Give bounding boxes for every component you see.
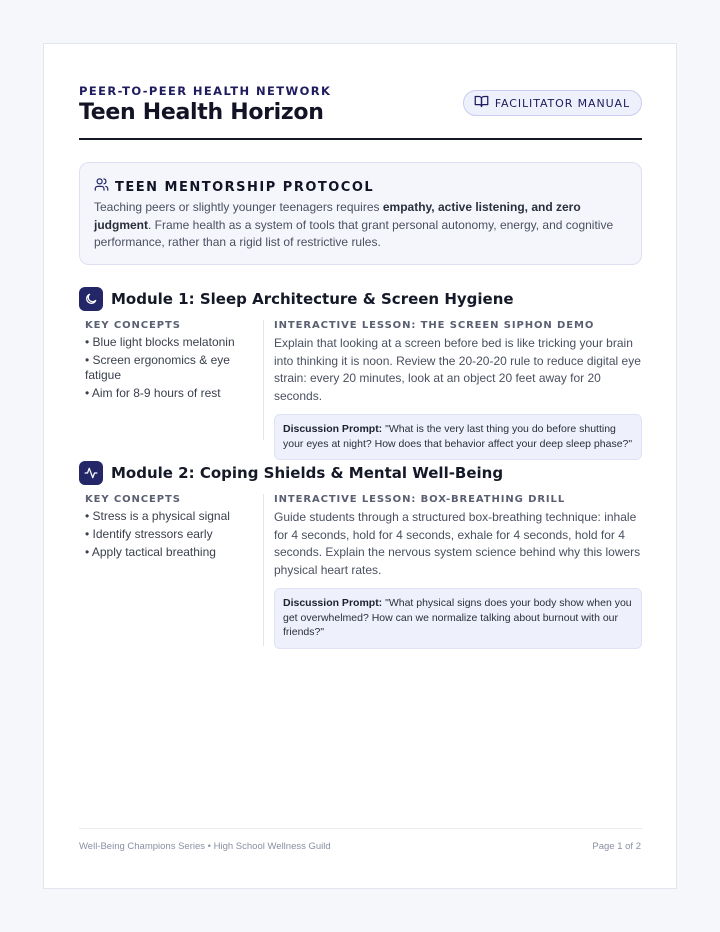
prompt-text: "What physical signs does your body show when you get overwhelmed? How can we normalize talking about burnout with our friends?" bbox=[283, 597, 632, 638]
facilitator-manual-badge bbox=[463, 90, 642, 116]
page-title: Teen Health Horizon bbox=[79, 100, 324, 125]
prompt-label: Discussion Prompt: bbox=[283, 423, 383, 435]
book-icon bbox=[474, 94, 489, 112]
module-2-key-concepts bbox=[85, 494, 260, 563]
header-divider bbox=[79, 138, 642, 140]
moon-icon bbox=[79, 287, 103, 311]
module-1-key-concepts bbox=[85, 320, 260, 404]
module-1-lesson bbox=[274, 320, 642, 460]
lesson-label: INTERACTIVE LESSON: THE SCREEN SIPHON DEMO bbox=[274, 320, 595, 331]
page-number: Page 1 of 2 bbox=[592, 841, 641, 852]
badge-label: FACILITATOR MANUAL bbox=[494, 96, 630, 110]
list-item: • Identify stressors early bbox=[85, 527, 260, 542]
lesson-text: Guide students through a structured box-breathing technique: inhale for 4 seconds, hold for 4 seconds, exhale for 4 seconds, hold for 4 seconds. Explain the nervous system science behind why this lowers physical heart rates. bbox=[274, 510, 641, 577]
prompt-label: Discussion Prompt: bbox=[283, 597, 383, 609]
activity-icon bbox=[79, 461, 103, 485]
protocol-heading bbox=[94, 177, 374, 197]
network-eyebrow: PEER-TO-PEER HEALTH NETWORK bbox=[79, 84, 332, 98]
users-icon bbox=[94, 177, 109, 197]
page-header bbox=[79, 84, 642, 140]
module-1-column-divider bbox=[263, 320, 264, 440]
protocol-text-start: Teaching peers or slightly younger teenagers requires bbox=[94, 200, 383, 214]
module-2-heading bbox=[79, 461, 503, 485]
module-2-column-divider bbox=[263, 494, 264, 646]
module-1-title: Module 1: Sleep Architecture & Screen Hygiene bbox=[111, 290, 514, 308]
list-item: • Apply tactical breathing bbox=[85, 545, 260, 560]
discussion-prompt bbox=[274, 588, 642, 649]
footer-divider bbox=[79, 828, 642, 829]
lesson-label: INTERACTIVE LESSON: BOX-BREATHING DRILL bbox=[274, 494, 566, 505]
module-2-lesson bbox=[274, 494, 642, 649]
module-2-title: Module 2: Coping Shields & Mental Well-Being bbox=[111, 464, 504, 482]
lesson-text: Explain that looking at a screen before bed is like tricking your brain into thinking it is noon. Review the 20-20-20 rule to reduce digital eye strain: every 20 minutes, look at an object 20 feet away for 20 seconds. bbox=[274, 336, 641, 403]
list-item: • Screen ergonomics & eye fatigue bbox=[85, 353, 260, 383]
protocol-title: TEEN MENTORSHIP PROTOCOL bbox=[115, 179, 375, 195]
protocol-description bbox=[94, 199, 624, 252]
protocol-text-end: . Frame health as a system of tools that grant personal autonomy, energy, and cognitive performance, rather than a rigid list of restrictive rules. bbox=[94, 217, 614, 249]
footer-series: Well-Being Champions Series • High School Wellness Guild bbox=[79, 841, 331, 852]
protocol-text-emphasis: empathy, active listening, and zero judgment bbox=[94, 200, 581, 232]
discussion-prompt bbox=[274, 414, 642, 460]
mentorship-protocol-card bbox=[79, 162, 642, 265]
module-1-heading bbox=[79, 287, 514, 311]
concepts-label: KEY CONCEPTS bbox=[85, 494, 181, 505]
list-item: • Aim for 8-9 hours of rest bbox=[85, 386, 260, 401]
concepts-label: KEY CONCEPTS bbox=[85, 320, 181, 331]
manual-page bbox=[43, 43, 677, 889]
prompt-text: "What is the very last thing you do before shutting your eyes at night? How does that behavior affect your deep sleep phase?" bbox=[283, 423, 633, 450]
list-item: • Blue light blocks melatonin bbox=[85, 335, 260, 350]
list-item: • Stress is a physical signal bbox=[85, 509, 260, 524]
